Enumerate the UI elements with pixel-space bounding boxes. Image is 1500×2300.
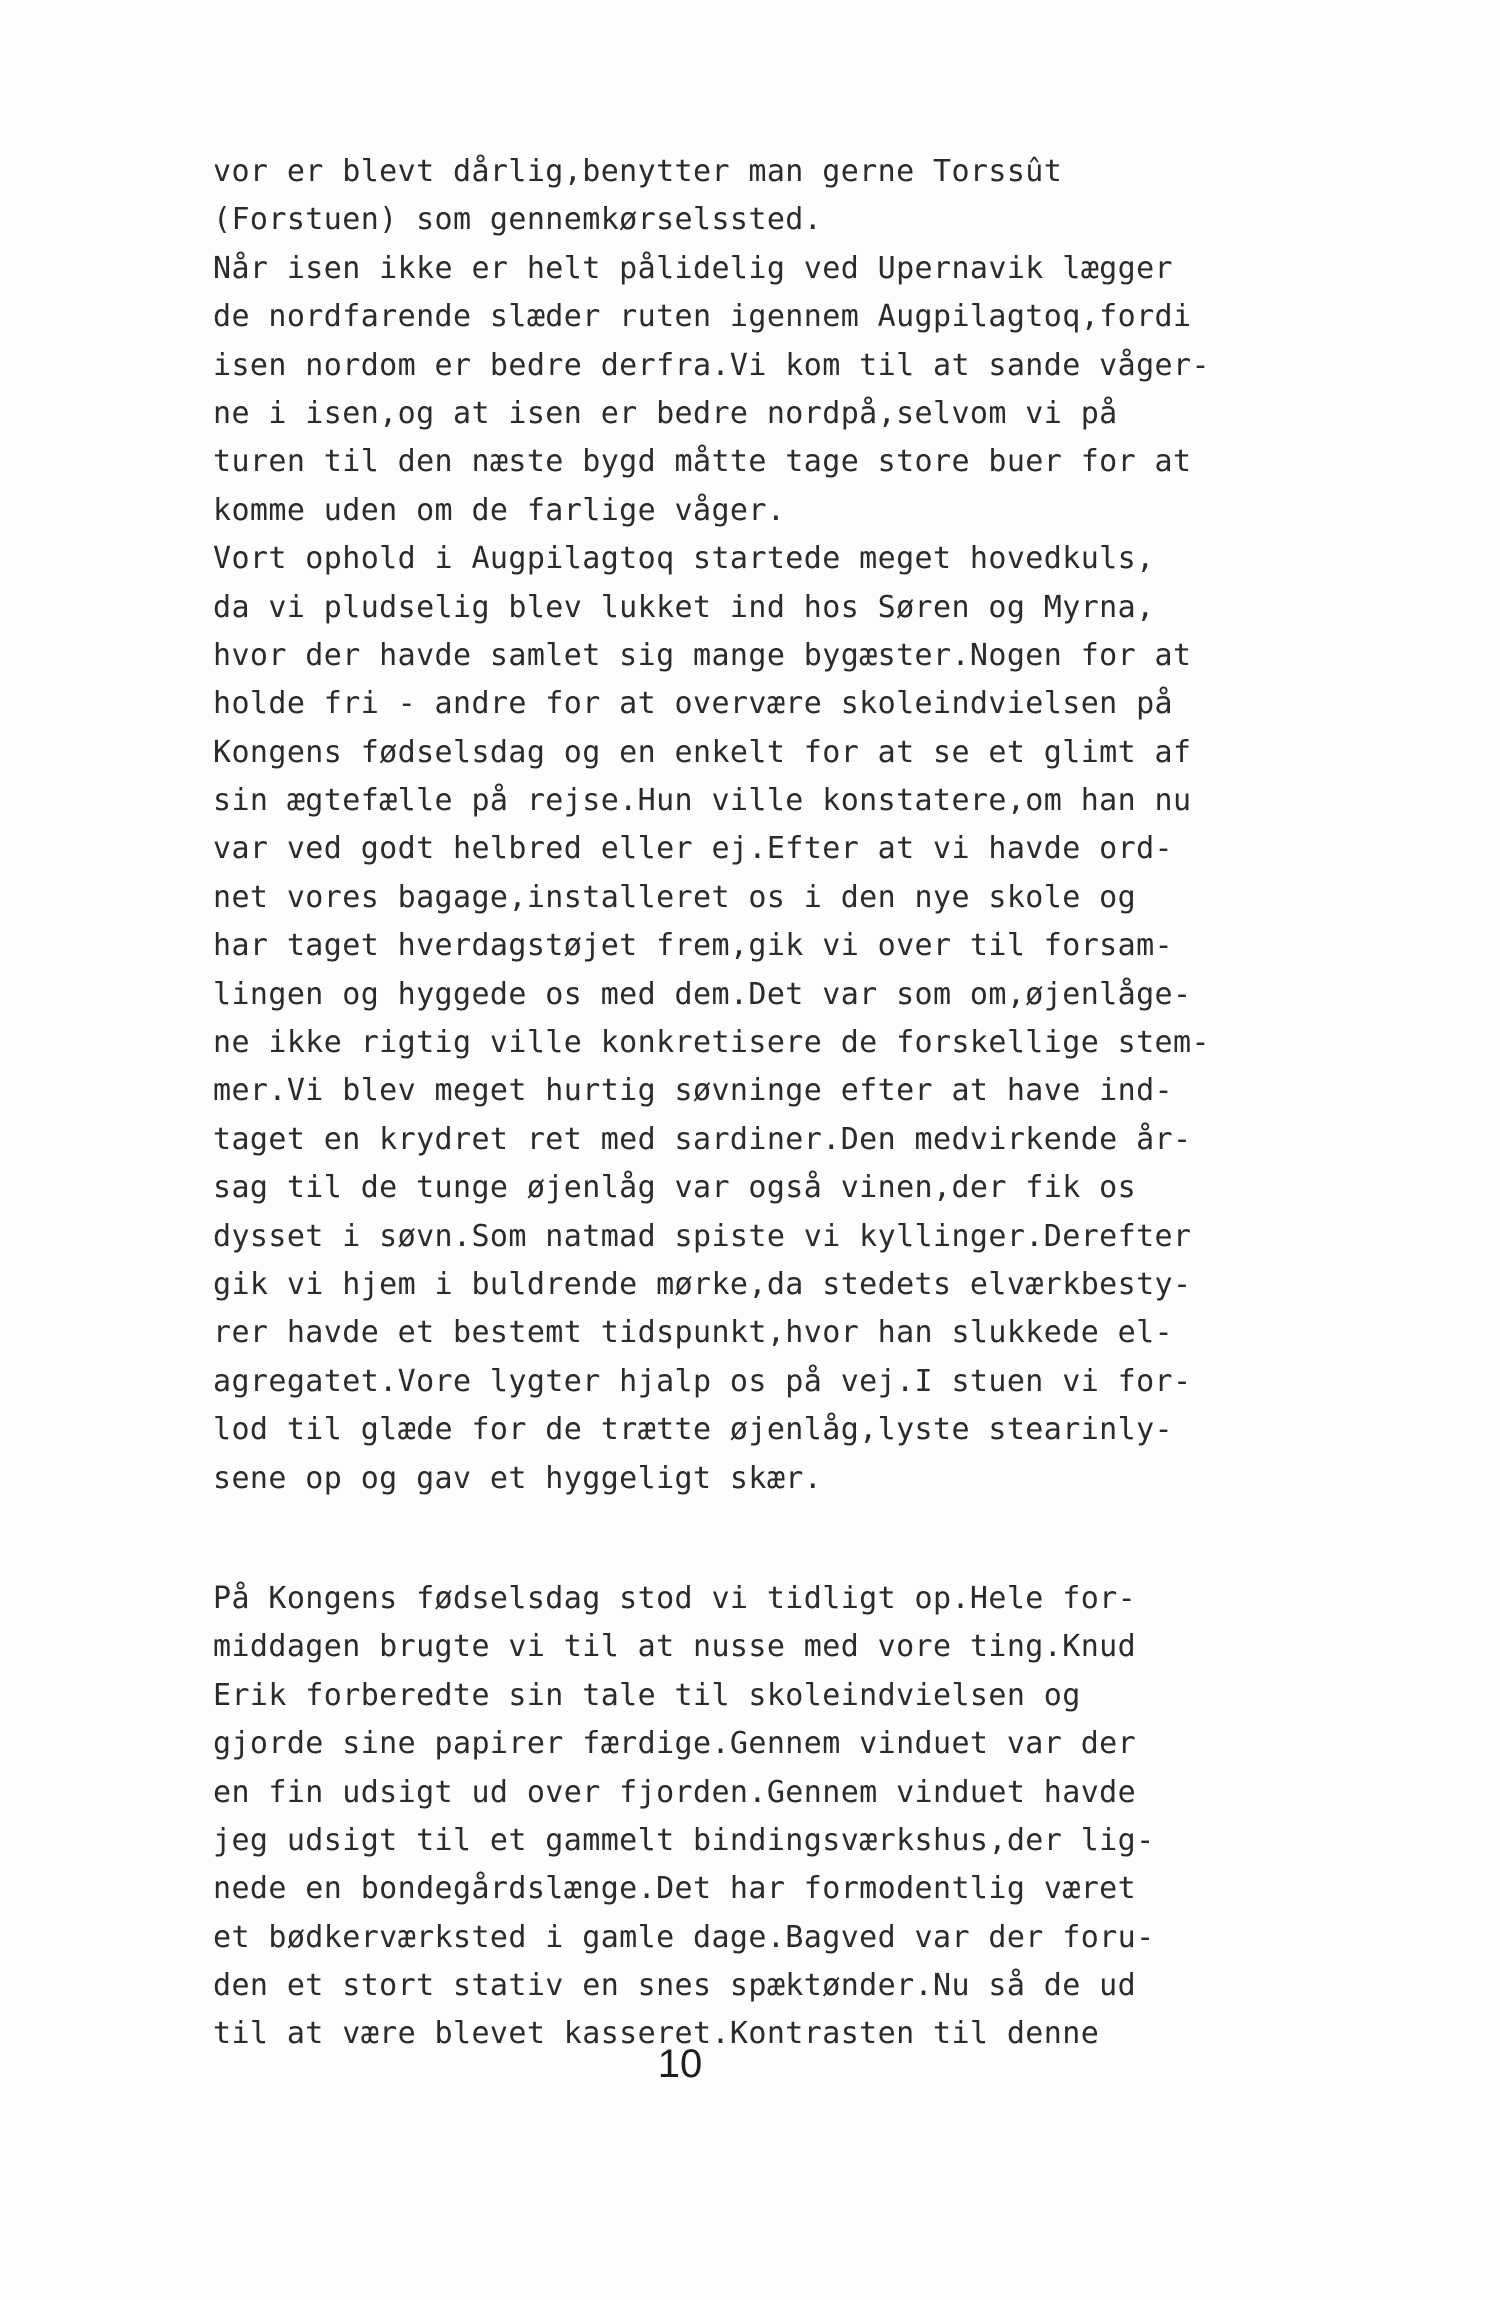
text-line: var ved godt helbred eller ej.Efter at vi havde ord- [213,831,1173,867]
text-line: taget en krydret ret med sardiner.Den medvirkende år- [213,1121,1192,1157]
text-line: dysset i søvn.Som natmad spiste vi kyllinger.Derefter [213,1218,1192,1254]
text-line: holde fri - andre for at overvære skoleindvielsen på [213,686,1173,722]
text-line: jeg udsigt til et gammelt bindingsværkshus,der lig- [213,1822,1155,1858]
text-line: komme uden om de farlige våger. [213,492,786,528]
text-line: isen nordom er bedre derfra.Vi kom til at sande våger- [213,347,1210,383]
text-line: (Forstuen) som gennemkørselssted. [213,202,823,238]
text-line: net vores bagage,installeret os i den nye skole og [213,879,1137,915]
text-line: sene op og gav et hyggeligt skær. [213,1460,823,1496]
text-line: vor er blevt dårlig,benytter man gerne Torssût [213,154,1063,189]
text-line: et bødkerværksted i gamle dage.Bagved var der foru- [213,1919,1155,1955]
text-line: Vort ophold i Augpilagtoq startede meget hovedkuls, [213,541,1155,577]
text-line: har taget hverdagstøjet frem,gik vi over til forsam- [213,928,1173,964]
body-text [213,148,1333,2059]
paragraph-2 [213,1575,1333,2059]
text-line: lod til glæde for de trætte øjenlåg,lyste stearinly- [213,1412,1173,1448]
text-line: nede en bondegårdslænge.Det har formodentlig været [213,1871,1137,1907]
text-line: Erik forberedte sin tale til skoleindvielsen og [213,1677,1081,1713]
text-line: sin ægtefælle på rejse.Hun ville konstatere,om han nu [213,783,1192,819]
text-line: til at være blevet kasseret.Kontrasten til denne [213,2016,1100,2052]
text-line: På Kongens fødselsdag stod vi tidligt op.Hele for- [213,1580,1137,1616]
text-line: hvor der havde samlet sig mange bygæster.Nogen for at [213,637,1192,673]
text-line: rer havde et bestemt tidspunkt,hvor han slukkede el- [213,1315,1173,1351]
text-line: middagen brugte vi til at nusse med vore ting.Knud [213,1629,1137,1665]
text-line: de nordfarende slæder ruten igennem Augpilagtoq,fordi [213,299,1192,335]
text-line: mer.Vi blev meget hurtig søvninge efter at have ind- [213,1073,1173,1109]
text-line: sag til de tunge øjenlåg var også vinen,der fik os [213,1170,1137,1206]
text-line: turen til den næste bygd måtte tage store buer for at [213,444,1192,480]
text-line: en fin udsigt ud over fjorden.Gennem vinduet havde [213,1774,1137,1810]
text-line: ne ikke rigtig ville konkretisere de forskellige stem- [213,1025,1210,1061]
text-line: den et stort stativ en snes spæktønder.Nu så de ud [213,1968,1137,2004]
text-line: Når isen ikke er helt pålidelig ved Upernavik lægger [213,250,1173,286]
paragraph-1 [213,148,1333,1503]
text-line: ne i isen,og at isen er bedre nordpå,selvom vi på [213,395,1118,431]
text-line: agregatet.Vore lygter hjalp os på vej.I stuen vi for- [213,1363,1192,1399]
paragraph-gap [213,1503,1333,1575]
text-line: gik vi hjem i buldrende mørke,da stedets elværkbesty- [213,1266,1192,1302]
text-line: lingen og hyggede os med dem.Det var som om,øjenlåge- [213,976,1192,1012]
page-number: 10 [657,2042,703,2086]
text-line: da vi pludselig blev lukket ind hos Søren og Myrna, [213,589,1155,625]
text-line: gjorde sine papirer færdige.Gennem vinduet var der [213,1726,1137,1762]
text-line: Kongens fødselsdag og en enkelt for at se et glimt af [213,734,1192,770]
